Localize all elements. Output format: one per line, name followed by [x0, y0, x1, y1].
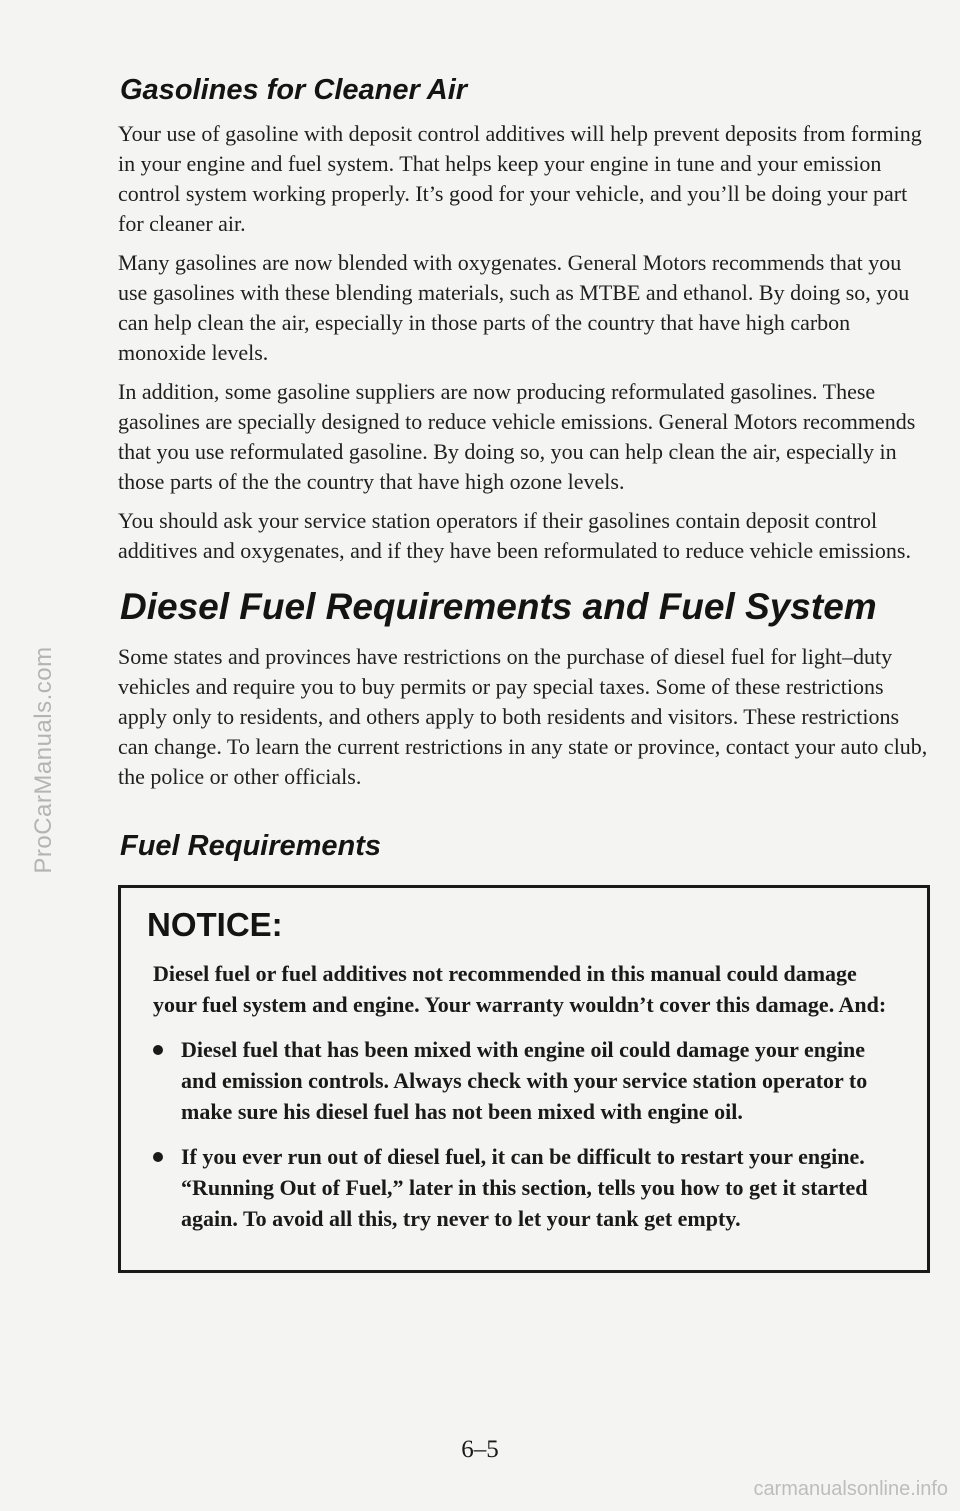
bullet-icon — [153, 1152, 163, 1162]
heading-gasolines-cleaner-air: Gasolines for Cleaner Air — [120, 74, 468, 106]
list-item — [147, 1034, 901, 1127]
side-watermark: ProCarManuals.com — [30, 646, 57, 874]
notice-bullet-list — [147, 1034, 901, 1234]
paragraph: In addition, some gasoline suppliers are now producing reformulated gasolines. These gasolines are specially designed to reduce vehicle emissions. General Motors recommends that you use reformulated gasoline. By doing so, you can help clean the air, especially in those parts of the the country that have high ozone levels. — [118, 379, 916, 494]
heading-diesel-fuel-requirements: Diesel Fuel Requirements and Fuel System — [120, 586, 877, 627]
paragraph: Some states and provinces have restrictions on the purchase of diesel fuel for light–duty vehicles and require you to buy permits or pay special taxes. Some of these restrictions apply only to residents, and others apply to both residents and visitors. These restrictions can change. To learn the current restrictions in any state or province, contact your auto club, the police or other officials. — [118, 644, 928, 789]
bottom-watermark: carmanualsonline.info — [753, 1478, 948, 1500]
paragraph: Your use of gasoline with deposit control additives will help prevent deposits from forming in your engine and fuel system. That helps keep your engine in tune and your emission control system working properly. It’s good for your vehicle, and you’ll be doing your part for cleaner air. — [118, 121, 922, 236]
paragraph: You should ask your service station operators if their gasolines contain deposit control additives and oxygenates, and if they have been reformulated to reduce vehicle emissions. — [118, 508, 911, 563]
list-item-text: If you ever run out of diesel fuel, it can be difficult to restart your engine. “Running Out of Fuel,” later in this section, tells you how to get it started again. To avoid all this, try never to let your tank get empty. — [181, 1144, 868, 1231]
heading-fuel-requirements: Fuel Requirements — [120, 830, 382, 862]
list-item-text: Diesel fuel that has been mixed with engine oil could damage your engine and emission controls. Always check with your service station operator to make sure his diesel fuel has not been mixed with engine oil. — [181, 1037, 868, 1124]
page-content — [118, 74, 928, 1273]
page-number: 6–5 — [461, 1436, 499, 1463]
bullet-icon — [153, 1045, 163, 1055]
list-item — [147, 1141, 901, 1234]
notice-box — [118, 885, 930, 1273]
paragraph: Many gasolines are now blended with oxygenates. General Motors recommends that you use gasolines with these blending materials, such as MTBE and ethanol. By doing so, you can help clean the air, especially in those parts of the country that have high carbon monoxide levels. — [118, 250, 910, 365]
notice-title: NOTICE: — [147, 906, 283, 943]
notice-intro: Diesel fuel or fuel additives not recommended in this manual could damage your fuel system and engine. Your warranty wouldn’t cover this damage. And: — [153, 961, 887, 1017]
